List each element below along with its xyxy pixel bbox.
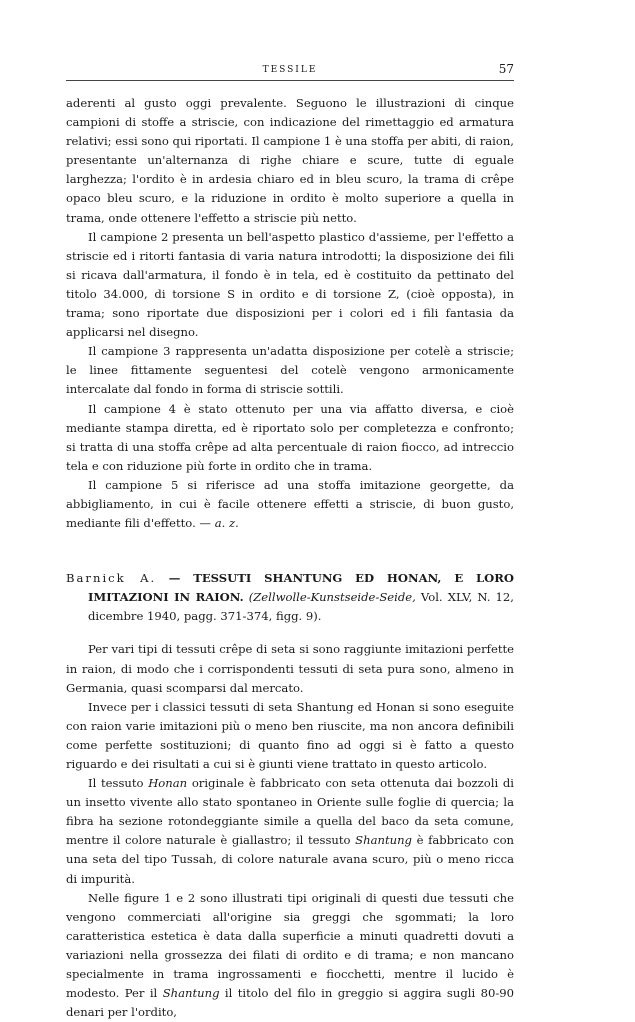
paragraph: aderenti al gusto oggi prevalente. Seguono le illustrazioni di cinque campioni di stoffe a striscie, con indicazione del rimettaggio ed armatura relativi; essi sono qui riportati. Il campione 1 è una stoffa per abiti, di raion, presentante un'alternanza di righe chiare e scure, tutte di eguale larghezza; l'ordito è in ardesia chiaro ed in bleu scuro, la trama di crêpe opaco bleu scuro, e la riduzione in ordito è molto superiore a quella in trama, onde ottenere l'effetto a striscie più netto.	[66, 96, 514, 225]
text-run: Il tessuto	[88, 776, 144, 791]
journal-name: (Zellwolle-Kunstseide-Seide,	[248, 590, 416, 605]
running-title: TESSILE	[262, 65, 318, 75]
citation-details: Vol. XLV, N. 12, dicembre 1940, pagg. 371-374, figg. 9).	[88, 590, 514, 624]
text-run: originale è fabbricato con seta ottenuta dai bozzoli di un insetto vivente allo stato spontaneo in Oriente sulle foglie di quercia; la fibra ha sezione rotondeggiante simile a quella del baco da seta comune, mentre il colore naturale è giallastro; il tessuto	[66, 776, 514, 848]
paragraph-text: Il campione 5 si riferisce ad una stoffa imitazione georgette, da abbigliamento, in cui è facile ottenere effetti a striscie, di buon gusto, mediante fili d'effetto. —	[66, 477, 514, 531]
author-initials: a. z.	[214, 516, 239, 531]
page-header	[66, 62, 514, 82]
bibliographic-entry	[66, 569, 514, 626]
header-rule	[66, 80, 514, 81]
paragraph	[66, 774, 514, 889]
page-body	[66, 94, 514, 1022]
paragraph: Invece per i classici tessuti di seta Shantung ed Honan si sono eseguite con raion varie imitazioni più o meno ben riuscite, ma non ancora definibili come perfette sostituzioni; di quanto fino ad oggi si è fatto a questo riguardo e dei risultati a cui si è giunti viene trattato in questo articolo.	[66, 699, 514, 771]
term-shantung: Shantung	[355, 833, 412, 848]
paragraph: Il campione 3 rappresenta un'adatta disposizione per cotelè a striscie; le linee fittamente seguentesi del cotelè vengono armonicamente intercalate dal fondo in forma di striscie sottili.	[66, 344, 514, 397]
term-honan: Honan	[148, 776, 188, 791]
text-run: è fabbricato con una seta del tipo Tussah, di colore naturale avana scuro, più o meno ricca di impurità.	[66, 833, 515, 886]
article-title: — TESSUTI SHANTUNG ED HONAN, E LORO IMITAZIONI IN RAION.	[88, 571, 514, 605]
text-run: Nelle figure 1 e 2 sono illustrati tipi originali di questi due tessuti che vengono commerciati all'origine sia greggi che sgommati; la loro caratteristica estetica è data dalla superficie a minuti quadretti dovuti a variazioni nella grossezza dei filati di ordito e di trama; e non mancano specialmente in trama ingrossamenti e fiocchetti, mentre il lucido è modesto. Per il	[66, 890, 514, 1001]
term-shantung: Shantung	[162, 986, 220, 1001]
paragraph-with-signature	[66, 476, 514, 533]
paragraph: Il campione 4 è stato ottenuto per una via affatto diversa, e cioè mediante stampa diretta, ed è riportato solo per completezza e confronto; si tratta di una stoffa crêpe ad alta percentuale di raion fiocco, ad intreccio tela e con riduzione più forte in ordito che in trama.	[66, 401, 514, 473]
section-spacer	[66, 626, 514, 640]
text-run: il titolo del filo in greggio si aggira sugli 80-90 denari per l'ordito,	[66, 986, 514, 1020]
section-spacer	[66, 533, 514, 569]
article-author: Barnick A.	[66, 571, 157, 586]
paragraph	[66, 889, 514, 1022]
page-number: 57	[498, 62, 514, 76]
paragraph: Il campione 2 presenta un bell'aspetto plastico d'assieme, per l'effetto a striscie ed i ritorti fantasia di varia natura introdotti; la disposizione dei fili si ricava dall'armatura, il fondo è in tela, ed è costituito da pettinato del titolo 34.000, di torsione S in ordito e di torsione Z, (cioè opposta), in trama; sono riportate due disposizioni per i colori ed i fili fantasia da applicarsi nel disegno.	[66, 229, 514, 340]
paragraph: Per vari tipi di tessuti crêpe di seta si sono raggiunte imitazioni perfette in raion, di modo che i corrispondenti tessuti di seta pura sono, almeno in Germania, quasi scomparsi dal mercato.	[66, 642, 514, 695]
